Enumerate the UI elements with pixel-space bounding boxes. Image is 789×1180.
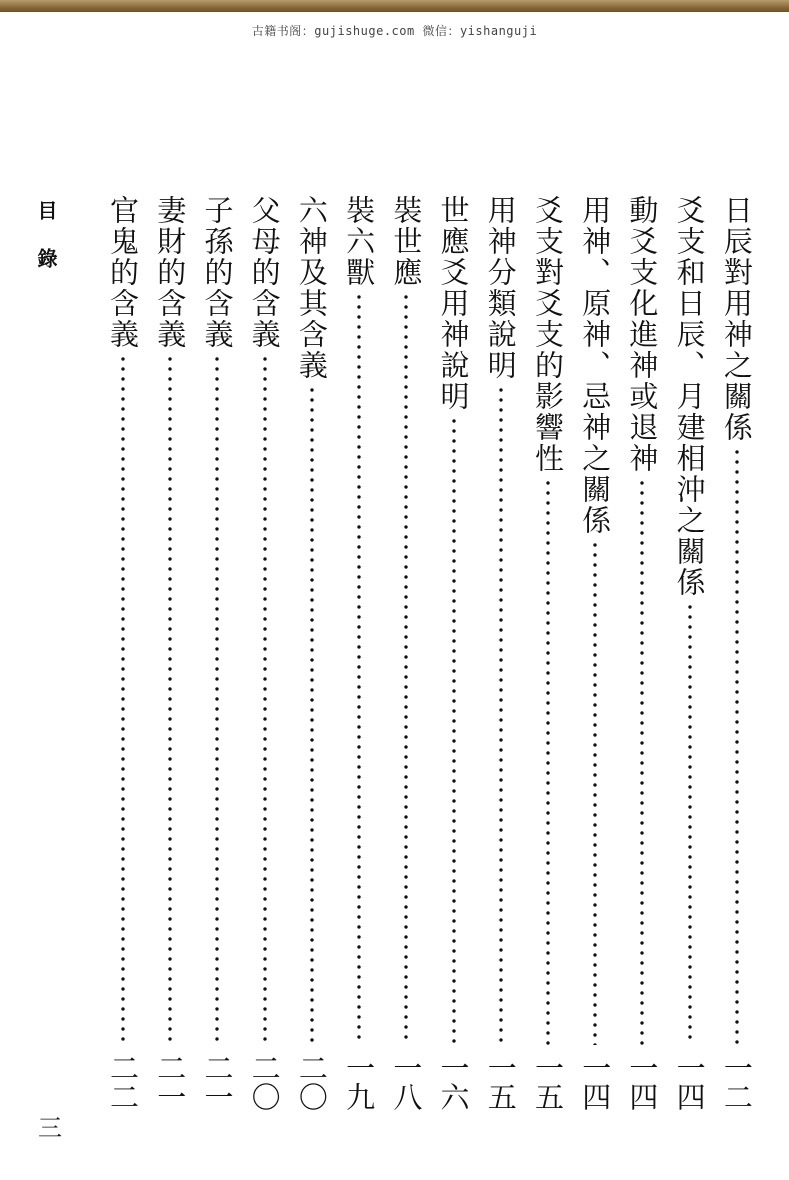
toc-entry-title: 用神、原神、忌神之關係 bbox=[578, 195, 613, 536]
toc-entry-title: 父母的含義 bbox=[247, 195, 282, 350]
toc-entry-title: 動爻支化進神或退神 bbox=[625, 195, 660, 474]
toc-leader-dots bbox=[310, 385, 314, 1045]
toc-entry-page: 一九 bbox=[342, 1053, 377, 1111]
toc-entry-title: 日辰對用神之關係 bbox=[719, 195, 754, 443]
toc-entry-page: 二〇 bbox=[294, 1053, 329, 1111]
toc-leader-dots bbox=[215, 354, 219, 1045]
toc-entry-title: 妻財的含義 bbox=[153, 195, 188, 350]
toc-entry-title: 裝世應 bbox=[389, 195, 424, 288]
toc-leader-dots bbox=[168, 354, 172, 1045]
toc-entry-title: 裝六獸 bbox=[342, 195, 377, 288]
toc-entry-title: 官鬼的含義 bbox=[106, 195, 140, 350]
toc-leader-dots bbox=[688, 602, 692, 1045]
toc-entry-title: 六神及其含義 bbox=[294, 195, 329, 381]
toc-entry-page: 一二 bbox=[719, 1053, 754, 1111]
toc-entry-page: 一四 bbox=[625, 1053, 660, 1111]
toc-entry[interactable] bbox=[242, 195, 288, 1115]
toc-leader-dots bbox=[640, 478, 644, 1045]
toc-entry[interactable] bbox=[714, 195, 760, 1115]
watermark: 古籍书阁：gujishuge.com 微信：yishanguji bbox=[251, 24, 538, 38]
toc-entry[interactable] bbox=[100, 195, 146, 1115]
toc-entry-page: 一五 bbox=[530, 1053, 565, 1111]
toc-entry-page: 一四 bbox=[672, 1053, 707, 1111]
toc-entry-title: 爻支和日辰、月建相沖之關係 bbox=[672, 195, 707, 598]
toc-entry[interactable] bbox=[336, 195, 382, 1115]
toc-entry-title: 子孫的含義 bbox=[200, 195, 235, 350]
toc-leader-dots bbox=[404, 292, 408, 1045]
toc-entry[interactable] bbox=[147, 195, 193, 1115]
toc-entry-page: 二二 bbox=[106, 1053, 140, 1111]
toc-entry[interactable] bbox=[572, 195, 618, 1115]
toc-entry-page: 一八 bbox=[389, 1053, 424, 1111]
toc-entry-title: 爻支對爻支的影響性 bbox=[530, 195, 565, 474]
toc-leader-dots bbox=[593, 540, 597, 1045]
toc-leader-dots bbox=[357, 292, 361, 1045]
top-border bbox=[0, 0, 789, 12]
toc-leader-dots bbox=[121, 354, 125, 1045]
toc-list bbox=[100, 195, 760, 1115]
toc-entry-page: 二一 bbox=[200, 1053, 235, 1111]
toc-entry-page: 二〇 bbox=[247, 1053, 282, 1111]
toc-entry-page: 二一 bbox=[153, 1053, 188, 1111]
toc-entry[interactable] bbox=[194, 195, 240, 1115]
toc-entry[interactable] bbox=[525, 195, 571, 1115]
section-title: 目錄 bbox=[34, 200, 58, 296]
toc-entry[interactable] bbox=[667, 195, 713, 1115]
toc-entry[interactable] bbox=[289, 195, 335, 1115]
toc-entry-page: 一六 bbox=[436, 1053, 471, 1111]
toc-leader-dots bbox=[546, 478, 550, 1045]
toc-entry[interactable] bbox=[431, 195, 477, 1115]
toc-entry-title: 世應爻用神說明 bbox=[436, 195, 471, 412]
toc-entry[interactable] bbox=[478, 195, 524, 1115]
toc-leader-dots bbox=[499, 385, 503, 1045]
toc-leader-dots bbox=[735, 447, 739, 1045]
page-number: 三 bbox=[38, 1114, 62, 1142]
toc-entry-title: 用神分類說明 bbox=[483, 195, 518, 381]
toc-entry-page: 一四 bbox=[578, 1053, 613, 1111]
toc-entry-page: 一五 bbox=[483, 1053, 518, 1111]
toc-entry[interactable] bbox=[383, 195, 429, 1115]
toc-leader-dots bbox=[263, 354, 267, 1045]
toc-entry[interactable] bbox=[619, 195, 665, 1115]
toc-leader-dots bbox=[452, 416, 456, 1045]
